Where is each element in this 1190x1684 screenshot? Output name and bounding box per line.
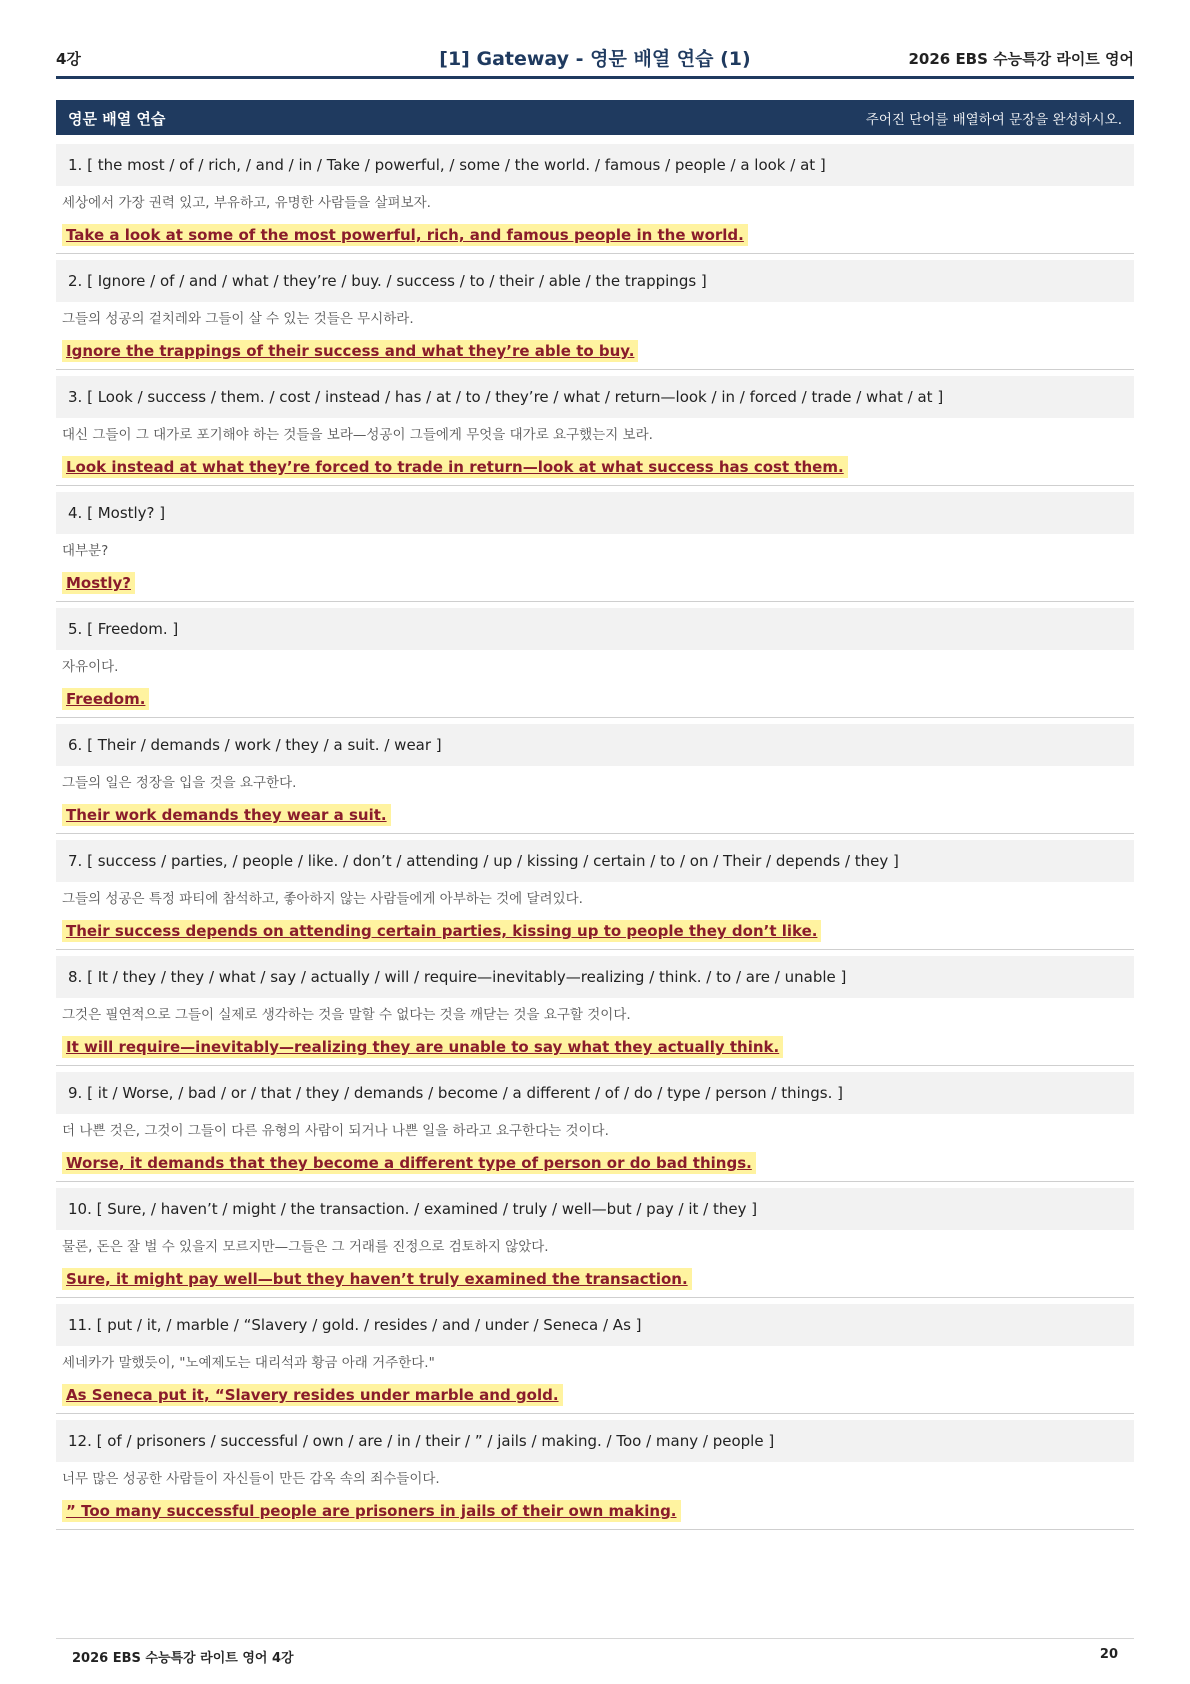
exercise-item bbox=[56, 608, 1134, 718]
answer-sentence: Look instead at what they’re forced to trade in return—look at what success has cost them. bbox=[62, 456, 848, 478]
exercise-list bbox=[56, 144, 1134, 1536]
answer-sentence: Take a look at some of the most powerful, rich, and famous people in the world. bbox=[62, 224, 748, 246]
korean-translation: 너무 많은 성공한 사람들이 자신들이 만든 감옥 속의 죄수들이다. bbox=[62, 1471, 440, 1487]
korean-translation: 대신 그들이 그 대가로 포기해야 하는 것들을 보라—성공이 그들에게 무엇을 대가로 요구했는지 보라. bbox=[62, 427, 653, 443]
korean-translation: 그들의 일은 정장을 입을 것을 요구한다. bbox=[62, 775, 297, 791]
answer-sentence: Ignore the trappings of their success and what they’re able to buy. bbox=[62, 340, 638, 362]
exercise-item bbox=[56, 840, 1134, 950]
answer-sentence: ” Too many successful people are prisoners in jails of their own making. bbox=[62, 1500, 681, 1522]
page-footer bbox=[56, 1638, 1134, 1669]
word-prompt: 4. [ Mostly? ] bbox=[56, 492, 1134, 534]
word-prompt: 5. [ Freedom. ] bbox=[56, 608, 1134, 650]
word-prompt: 9. [ it / Worse, / bad / or / that / they / demands / become / a different / of / do / type / person / things. ] bbox=[56, 1072, 1134, 1114]
answer-sentence: As Seneca put it, “Slavery resides under marble and gold. bbox=[62, 1384, 563, 1406]
word-prompt: 3. [ Look / success / them. / cost / instead / has / at / to / they’re / what / return—look / in / forced / trade / what / at ] bbox=[56, 376, 1134, 418]
korean-translation: 그들의 성공의 겉치레와 그들이 살 수 있는 것들은 무시하라. bbox=[62, 311, 414, 327]
word-prompt: 7. [ success / parties, / people / like. / don’t / attending / up / kissing / certain / to / on / Their / depends / they ] bbox=[56, 840, 1134, 882]
answer-sentence: Worse, it demands that they become a different type of person or do bad things. bbox=[62, 1152, 756, 1174]
exercise-item bbox=[56, 724, 1134, 834]
answer-sentence: Sure, it might pay well—but they haven’t truly examined the transaction. bbox=[62, 1268, 692, 1290]
korean-translation: 세네카가 말했듯이, "노예제도는 대리석과 황금 아래 거주한다." bbox=[62, 1355, 435, 1371]
word-prompt: 11. [ put / it, / marble / “Slavery / gold. / resides / and / under / Seneca / As ] bbox=[56, 1304, 1134, 1346]
answer-sentence: Their work demands they wear a suit. bbox=[62, 804, 391, 826]
word-prompt: 12. [ of / prisoners / successful / own / are / in / their / ” / jails / making. / Too / many / people ] bbox=[56, 1420, 1134, 1462]
page-number: 20 bbox=[1099, 1647, 1118, 1662]
korean-translation: 물론, 돈은 잘 벌 수 있을지 모르지만—그들은 그 거래를 진정으로 검토하지 않았다. bbox=[62, 1239, 549, 1255]
korean-translation: 자유이다. bbox=[62, 659, 119, 675]
exercise-item bbox=[56, 492, 1134, 602]
book-title: 2026 EBS 수능특강 라이트 영어 bbox=[908, 50, 1134, 68]
exercise-item bbox=[56, 260, 1134, 370]
answer-sentence: It will require—inevitably—realizing they are unable to say what they actually think. bbox=[62, 1036, 783, 1058]
exercise-item bbox=[56, 376, 1134, 486]
answer-sentence: Mostly? bbox=[62, 572, 135, 594]
exercise-item bbox=[56, 1188, 1134, 1298]
word-prompt: 10. [ Sure, / haven’t / might / the transaction. / examined / truly / well—but / pay / it / they ] bbox=[56, 1188, 1134, 1230]
lesson-label: 4강 bbox=[56, 50, 81, 68]
korean-translation: 세상에서 가장 권력 있고, 부유하고, 유명한 사람들을 살펴보자. bbox=[62, 195, 431, 211]
word-prompt: 1. [ the most / of / rich, / and / in / Take / powerful, / some / the world. / famous / people / a look / at ] bbox=[56, 144, 1134, 186]
exercise-item bbox=[56, 1420, 1134, 1530]
korean-translation: 대부분? bbox=[62, 543, 109, 559]
section-instruction: 주어진 단어를 배열하여 문장을 완성하시오. bbox=[865, 112, 1122, 128]
exercise-item bbox=[56, 1072, 1134, 1182]
word-prompt: 6. [ Their / demands / work / they / a suit. / wear ] bbox=[56, 724, 1134, 766]
footer-book-lesson: 2026 EBS 수능특강 라이트 영어 4강 bbox=[72, 1651, 294, 1666]
page-title: [1] Gateway - 영문 배열 연습 (1) bbox=[439, 48, 751, 70]
exercise-item bbox=[56, 1304, 1134, 1414]
section-title: 영문 배열 연습 bbox=[68, 110, 166, 128]
word-prompt: 2. [ Ignore / of / and / what / they’re / buy. / success / to / their / able / the trappings ] bbox=[56, 260, 1134, 302]
exercise-item bbox=[56, 956, 1134, 1066]
word-prompt: 8. [ It / they / they / what / say / actually / will / require—inevitably—realizing / think. / to / are / unable ] bbox=[56, 956, 1134, 998]
exercise-item bbox=[56, 144, 1134, 254]
korean-translation: 그것은 필연적으로 그들이 실제로 생각하는 것을 말할 수 없다는 것을 깨닫는 것을 요구할 것이다. bbox=[62, 1007, 631, 1023]
answer-sentence: Freedom. bbox=[62, 688, 149, 710]
korean-translation: 더 나쁜 것은, 그것이 그들이 다른 유형의 사람이 되거나 나쁜 일을 하라고 요구한다는 것이다. bbox=[62, 1123, 609, 1139]
answer-sentence: Their success depends on attending certain parties, kissing up to people they don’t like. bbox=[62, 920, 821, 942]
section-bar bbox=[56, 100, 1134, 135]
korean-translation: 그들의 성공은 특정 파티에 참석하고, 좋아하지 않는 사람들에게 아부하는 것에 달려있다. bbox=[62, 891, 583, 907]
page-header bbox=[56, 40, 1134, 79]
